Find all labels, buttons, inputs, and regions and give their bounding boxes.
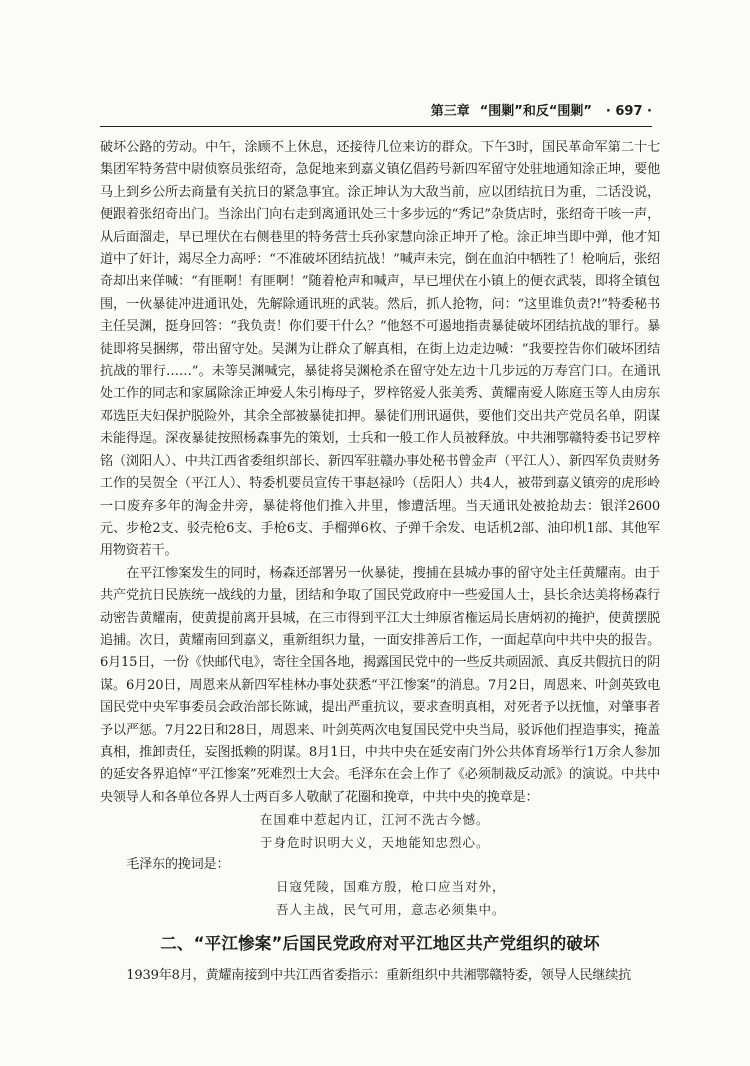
elegiac-couplet-line: 在国难中惹起内讧，江河不洗古今憾。 xyxy=(260,812,490,828)
running-header xyxy=(100,100,652,119)
elegiac-couplet-line: 吾人主战，民气可用，意志必须集中。 xyxy=(276,901,506,917)
chapter-label: 第三章 xyxy=(430,104,470,119)
chapter-title: “围剿”和反“围剿” xyxy=(479,104,592,119)
paragraph: 在平江惨案发生的同时，杨森还部署另一伙暴徒，搜捕在县城办事的留守处主任黄耀南。由于共产党抗日民族统一战线的力量，团结和争取了国民党政府中一些爱国人士，县长余达美将杨森行动密告黄耀南，使黄提前离开县城，在三市得到平江大士绅原省権运局长唐炳初的掩护，使黄摆脱追捕。次日，黄耀南回到嘉义，重新组织力量，一面安排善后工作，一面起草向中共中央的报告。6月15日，一份《快邮代电》，寄往全国各地，揭露国民党中的一些反共顽固派、真反共假抗日的阴谋。6月20日，周恩来从新四军桂林办事处获悉“平江惨案”的消息。7月2日，周恩来、叶剑英致电国民党中央军事委员会政治部长陈诚，提出严重抗议，要求查明真相，对死者予以抚恤，对肇事者予以严惩。7月22日和28日，周恩来、叶剑英两次电复国民党中央当局，驳诉他们捏造事实，掩盖真相，推卸责任，妄图抵赖的阴谋。8月1日，中共中央在延安南门外公共体育场举行1万余人参加的延安各界追悼“平江惨案”死难烈士大会。毛泽东在会上作了《必须制裁反动派》的演说。中共中央领导人和各单位各界人士两百多人敬献了花圈和挽章，中共中央的挽章是： xyxy=(100,565,660,805)
page-number: · 697 · xyxy=(605,104,652,119)
header-rule xyxy=(100,126,652,127)
elegiac-couplet-line: 于身危时识明大义，天地能知忠烈心。 xyxy=(260,834,490,850)
elegiac-couplet-line: 日寇凭陵，国难方殷，枪口应当对外， xyxy=(276,879,506,895)
section-heading: 二、“平江惨案”后国民党政府对平江地区共产党组织的破坏 xyxy=(160,934,600,954)
paragraph: 毛泽东的挽词是： xyxy=(126,857,230,872)
page-body xyxy=(100,137,660,988)
paragraph: 破坏公路的劳动。中午，涂顾不上休息，还接待几位来访的群众。下午3时，国民革命军第二十七集团军特务营中尉侦察员张绍奇，急促地来到嘉义镇亿倡药号新四军留守处驻地通知涂正坤，要他马上到乡公所去商量有关抗日的紧急事宜。涂正坤认为大敌当前，应以团结抗日为重，二话没说，便跟着张绍奇出门。当涂出门向右走到离通讯处三十多步远的“秀记”杂货店时，张绍奇干咳一声，从后面溜走，早已埋伏在右侧巷里的特务营士兵孙家慧向涂正坤开了枪。涂正坤当即中弹，他才知道中了奸计，竭尽全力高呼：“不准破坏团结抗战！”喊声未完，倒在血泊中牺牲了！枪响后，张绍奇却出来佯喊：“有匪啊！有匪啊！”随着枪声和喊声，早已埋伏在小镇上的便衣武装，即将全镇包围，一伙暴徒冲进通讯处，先解除通讯班的武装。然后，抓人抢物，问：“这里谁负责?!”特委秘书主任吴渊，挺身回答：“我负责！你们要干什么？”他怒不可遏地指责暴徒破坏团结抗战的罪行。暴徒即将吴捆绑，带出留守处。吴渊为让群众了解真相，在街上边走边喊：“我要控告你们破坏团结抗战的罪行……”。未等吴渊喊完，暴徒将吴渊枪杀在留守处左边十几步远的万寿宫门口。在通讯处工作的同志和家属除涂正坤爱人朱引梅母子，罗梓铭爱人张美秀、黄耀南爱人陈庭玉等人由房东邓选臣夫妇保护脱险外，其余全部被暴徒扣押。暴徒们刑讯逼供，要他们交出共产党员名单，阴谋未能得逞。深夜暴徒按照杨森事先的策划，士兵和一般工作人员被释放。中共湘鄂赣特委书记罗梓铭（浏阳人）、中共江西省委组织部长、新四军驻赣办事处秘书曾金声（平江人）、新四军负责财务工作的吴贺全（平江人）、特委机要员宣传干事赵禄吟（岳阳人）共4人，被带到嘉义镇旁的虎形岭一口废弃多年的淘金井旁，暴徒将他们推入井里，惨遭活埋。当天通讯处被抢劫去：银洋2600元、步枪2支、驳壳枪6支、手枪6支、手榴弹6枚、子弹千余发、电话机2部、油印机1部、其他军用物资若干。 xyxy=(100,140,660,559)
paragraph: 1939年8月，黄耀南接到中共江西省委指示：重新组织中共湘鄂赣特委，领导人民继续抗 xyxy=(126,968,632,984)
